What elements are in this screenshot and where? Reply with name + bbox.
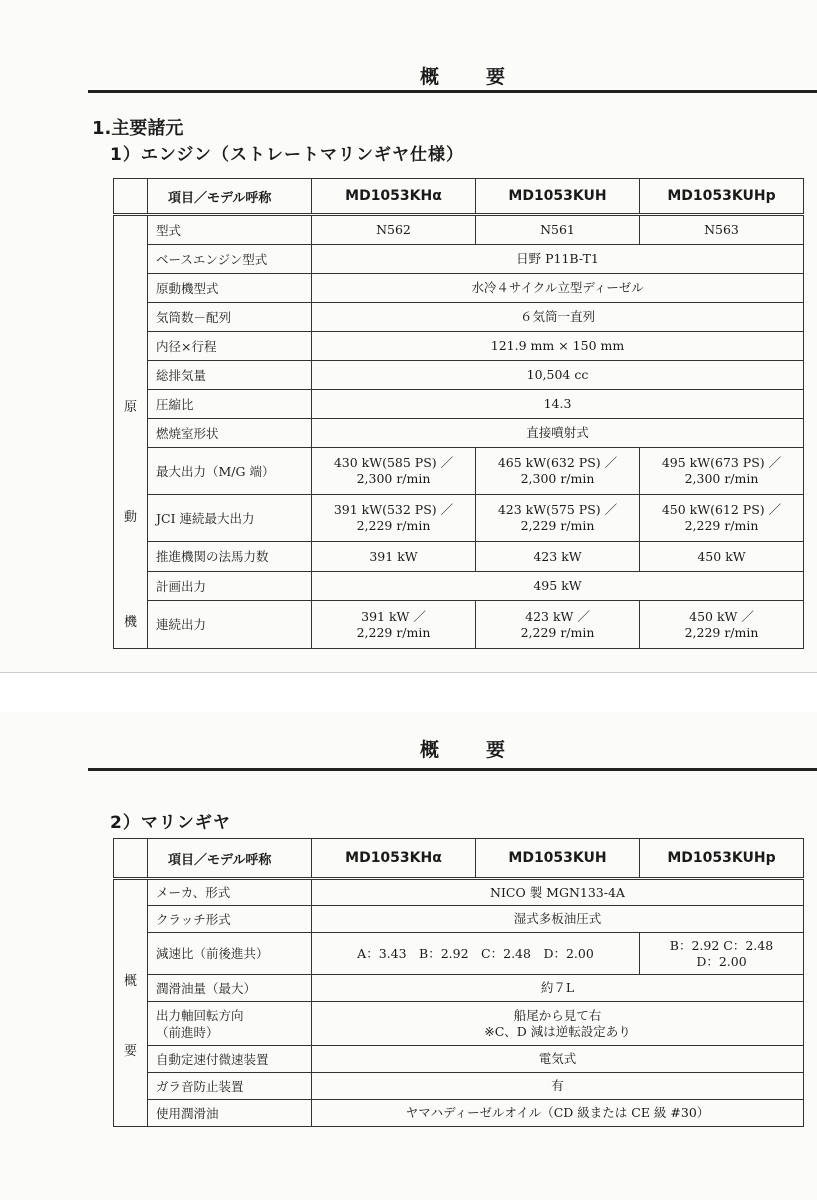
table-row (114, 361, 804, 390)
row-label: 圧縮比 (148, 390, 312, 419)
row-label: 最大出力（M/G 端） (148, 448, 312, 495)
row-value: 450 kW ／ 2,229 r/min (640, 601, 804, 649)
row-label: 減速比（前後進共） (148, 933, 312, 975)
row-value: 有 (312, 1073, 804, 1100)
row-label: 推進機関の法馬力数 (148, 542, 312, 572)
table-row (114, 879, 804, 906)
row-value: 495 kW (312, 572, 804, 601)
header-rule-2 (88, 768, 817, 771)
row-value: 495 kW(673 PS) ／ 2,300 r/min (640, 448, 804, 495)
row-value: 391 kW (312, 542, 476, 572)
row-value: 423 kW ／ 2,229 r/min (476, 601, 640, 649)
table-row (114, 215, 804, 245)
side-label: 原 (123, 400, 137, 415)
row-value: 423 kW (476, 542, 640, 572)
row-value: A：3.43 B：2.92 C：2.48 D：2.00 (312, 933, 640, 975)
side-label: 機 (123, 615, 137, 630)
row-value: ヤマハディーゼルオイル（CD 級または CE 級 #30） (312, 1100, 804, 1127)
row-value: 391 kW ／ 2,229 r/min (312, 601, 476, 649)
section-title: 1.主要諸元 (92, 118, 184, 139)
page-gap (0, 672, 817, 712)
table-row (114, 933, 804, 975)
row-label: メーカ、形式 (148, 879, 312, 906)
row-value: 423 kW(575 PS) ／ 2,229 r/min (476, 495, 640, 542)
row-value: 391 kW(532 PS) ／ 2,229 r/min (312, 495, 476, 542)
table-row (114, 419, 804, 448)
table-header-row (114, 839, 804, 879)
row-label: 連続出力 (148, 601, 312, 649)
row-value: N563 (640, 215, 804, 245)
table-row (114, 906, 804, 933)
corner-cell (114, 179, 148, 215)
row-label: 気筒数－配列 (148, 303, 312, 332)
row-value: 船尾から見て右 ※C、D 減は逆転設定あり (312, 1002, 804, 1046)
table-row (114, 274, 804, 303)
table-row (114, 390, 804, 419)
page-title-1: 概 要 (420, 66, 520, 88)
side-label-cell (114, 215, 148, 649)
row-value: 450 kW (640, 542, 804, 572)
model-header: MD1053KUHp (640, 179, 804, 215)
row-label: 燃焼室形状 (148, 419, 312, 448)
row-value: ６気筒一直列 (312, 303, 804, 332)
row-label: 型式 (148, 215, 312, 245)
row-label: 潤滑油量（最大） (148, 975, 312, 1002)
row-label: 計画出力 (148, 572, 312, 601)
row-value: 約７L (312, 975, 804, 1002)
row-label: 総排気量 (148, 361, 312, 390)
row-value: 直接噴射式 (312, 419, 804, 448)
model-header: MD1053KUH (476, 839, 640, 879)
row-value: 14.3 (312, 390, 804, 419)
subsection-title-engine: 1）エンジン（ストレートマリンギヤ仕様） (110, 145, 464, 165)
row-value: 湿式多板油圧式 (312, 906, 804, 933)
subsection-title-gear: 2）マリンギヤ (110, 813, 231, 833)
row-value: 水冷４サイクル立型ディーゼル (312, 274, 804, 303)
table-row (114, 601, 804, 649)
table-row (114, 542, 804, 572)
row-label: 使用潤滑油 (148, 1100, 312, 1127)
row-label: 自動定速付微速装置 (148, 1046, 312, 1073)
table-header-row (114, 179, 804, 215)
row-label: ガラ音防止装置 (148, 1073, 312, 1100)
table-row (114, 1100, 804, 1127)
table-row (114, 245, 804, 274)
table-row (114, 303, 804, 332)
page-title-2: 概 要 (420, 739, 520, 761)
table-row (114, 332, 804, 361)
row-value: NICO 製 MGN133-4A (312, 879, 804, 906)
row-label: ベースエンジン型式 (148, 245, 312, 274)
row-label: 内径×行程 (148, 332, 312, 361)
model-header: MD1053KUHp (640, 839, 804, 879)
row-label: 原動機型式 (148, 274, 312, 303)
row-value: N561 (476, 215, 640, 245)
item-header: 項目／モデル呼称 (148, 179, 312, 215)
row-value: 10,504 cc (312, 361, 804, 390)
table-row (114, 1073, 804, 1100)
row-value: 日野 P11B-T1 (312, 245, 804, 274)
side-label-cell (114, 879, 148, 1127)
side-label: 動 (123, 510, 137, 525)
table-row (114, 572, 804, 601)
table-row (114, 495, 804, 542)
row-label: JCI 連続最大出力 (148, 495, 312, 542)
row-value: 465 kW(632 PS) ／ 2,300 r/min (476, 448, 640, 495)
table-row (114, 1046, 804, 1073)
model-header: MD1053KHα (312, 179, 476, 215)
corner-cell (114, 839, 148, 879)
model-header: MD1053KHα (312, 839, 476, 879)
header-rule-1 (88, 90, 817, 93)
model-header: MD1053KUH (476, 179, 640, 215)
item-header: 項目／モデル呼称 (148, 839, 312, 879)
table-row (114, 1002, 804, 1046)
row-value: N562 (312, 215, 476, 245)
engine-spec-table (113, 178, 804, 649)
row-label: 出力軸回転方向 （前進時） (148, 1002, 312, 1046)
row-label: クラッチ形式 (148, 906, 312, 933)
side-label: 要 (123, 1044, 137, 1059)
table-row (114, 448, 804, 495)
page-divider (0, 672, 817, 673)
row-value: 430 kW(585 PS) ／ 2,300 r/min (312, 448, 476, 495)
gear-spec-table (113, 838, 804, 1127)
row-value: B：2.92 C：2.48 D：2.00 (640, 933, 804, 975)
side-label: 概 (123, 974, 137, 989)
table-row (114, 975, 804, 1002)
row-value: 電気式 (312, 1046, 804, 1073)
row-value: 121.9 mm × 150 mm (312, 332, 804, 361)
row-value: 450 kW(612 PS) ／ 2,229 r/min (640, 495, 804, 542)
